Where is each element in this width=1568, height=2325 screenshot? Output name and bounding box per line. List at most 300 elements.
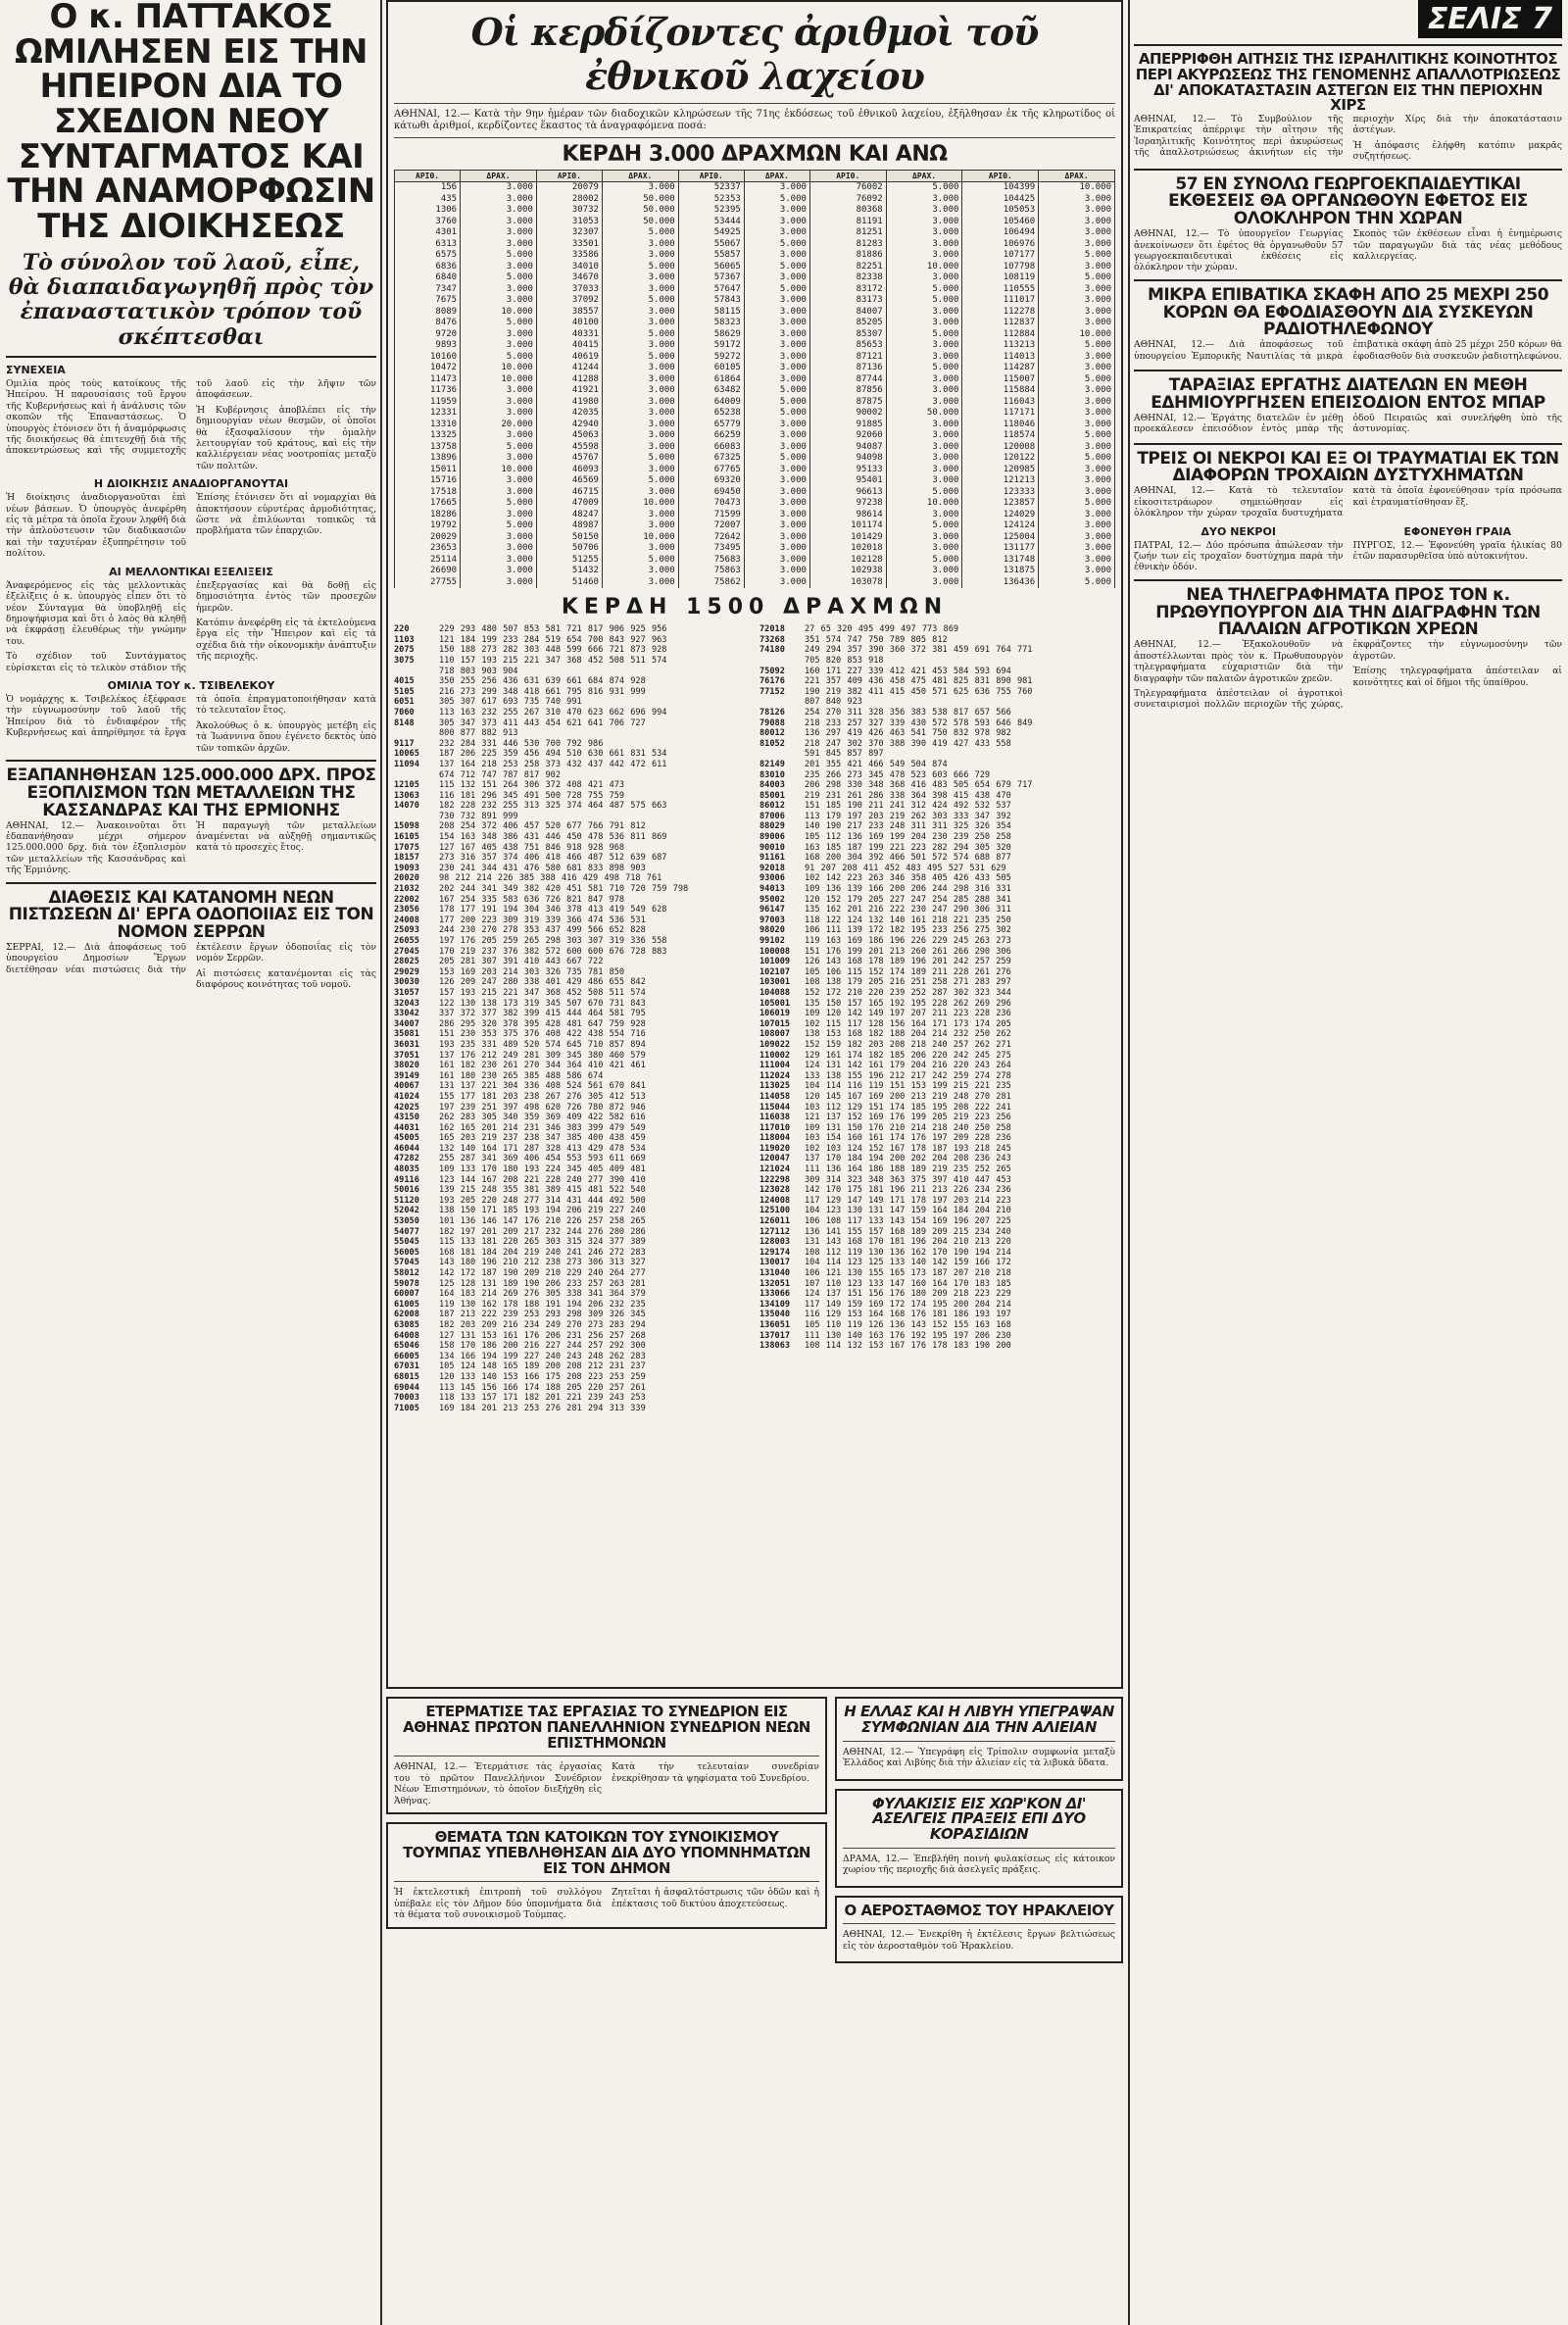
list-item-values: 160 171 227 339 412 421 453 584 593 694 [805,666,1011,676]
table-cell: 5.000 [602,329,678,341]
list-item [394,843,750,854]
list-item [394,999,750,1010]
table-cell: 28002 [536,194,602,206]
list-item [394,895,750,906]
table-cell: 13310 [395,420,461,431]
list-item-key: 91161 [760,853,785,864]
list-item-key: 56005 [394,1247,419,1258]
lottery-section [386,0,1123,1689]
list-item-key: 12105 [394,780,419,791]
table-cell: 102128 [809,555,886,567]
table-cell: 94087 [809,442,886,454]
table-cell: 156 [395,182,461,194]
list-item-key: 68015 [394,1371,419,1382]
main-subhead: Τὸ σύνολον τοῦ λαοῦ, εἶπε, θὰ διαπαιδαγωγηθῆ πρὸς τὸν ἐπαναστατικὸν τρόπον τοῦ σκέπτεσθαι [8,249,374,350]
list-item-key: 61005 [394,1299,419,1310]
list-item-values: 140 190 217 233 248 311 311 325 326 354 [805,821,1011,832]
list-item-key: 58012 [394,1268,419,1278]
list-item [760,999,1115,1010]
table-cell: 3.000 [461,555,537,567]
list-item-key: 132051 [760,1278,791,1289]
list-item [760,1237,1115,1248]
table-cell: 120985 [962,465,1039,476]
list-item-key: 53050 [394,1216,419,1227]
lottery-1500-head: ΚΕΡΔΗ 1500 ΔΡΑΧΜΩΝ [561,595,949,620]
table-cell: 40100 [536,318,602,329]
list-item-values: 113 179 197 203 219 262 303 333 347 392 [805,811,1011,821]
table-cell: 3.000 [886,442,962,454]
table-cell: 46715 [536,487,602,499]
list-item-key: 135040 [760,1310,791,1320]
list-item [760,1196,1115,1207]
table-cell: 114013 [962,352,1039,364]
table-cell: 3.000 [744,577,809,589]
list-item [760,1268,1115,1279]
list-item-values: 102 103 124 152 167 178 187 193 218 245 [805,1143,1011,1154]
table-cell: 6836 [395,262,461,273]
table-cell: 85205 [809,318,886,329]
table-cell: 54925 [678,227,744,239]
table-cell: 3.000 [602,340,678,352]
table-cell: 3.000 [886,340,962,352]
table-cell: 41288 [536,374,602,386]
table-cell: 59272 [678,352,744,364]
table-cell: 3.000 [461,284,537,296]
table-cell: 102018 [809,543,886,555]
table-cell: 18286 [395,510,461,521]
list-item-values: 157 193 215 221 347 368 452 508 511 574 [439,987,646,998]
section-label: ΣΥΝΕΧΕΙΑ [6,364,66,376]
table-cell: 58115 [678,307,744,319]
table-cell: 32307 [536,227,602,239]
list-item [760,760,1115,770]
table-cell: 3.000 [886,307,962,319]
list-item-key: 51120 [394,1195,419,1206]
table-cell: 82338 [809,272,886,284]
table-row [395,329,1115,341]
list-item [394,977,750,988]
table-cell: 3.000 [461,532,537,544]
table-cell: 3.000 [744,520,809,532]
list-item-key: 33042 [394,1009,419,1019]
list-item [760,718,1115,729]
table-cell: 3.000 [1039,295,1115,307]
table-cell: 120122 [962,453,1039,465]
list-item [760,832,1115,843]
table-cell: 50150 [536,532,602,544]
list-item [394,1227,750,1238]
list-item-key: 137017 [760,1330,791,1341]
table-cell: 3.000 [744,442,809,454]
table-row [395,420,1115,431]
table-cell: 3.000 [744,227,809,239]
list-item-key: 69044 [394,1382,419,1393]
table-cell: 118574 [962,430,1039,442]
list-item-key: 133066 [760,1289,791,1300]
list-item-values: 125 128 131 189 190 206 233 257 263 281 [439,1278,646,1289]
list-item-values: 102 115 117 128 156 164 171 173 174 205 [805,1018,1011,1029]
list-item-key: 89006 [760,832,785,843]
table-cell: 6313 [395,239,461,251]
table-cell: 3.000 [886,420,962,431]
table-row [395,498,1115,510]
list-item [760,957,1115,967]
table-cell: 124124 [962,520,1039,532]
table-cell: 31053 [536,217,602,228]
list-item [394,749,750,760]
list-item-key: 74180 [760,645,785,656]
table-row [395,340,1115,352]
list-item-key: 27045 [394,946,419,957]
list-item-key: 220 [394,624,410,635]
table-row [395,453,1115,465]
list-item-values: 273 316 357 374 406 418 466 487 512 639 687 [439,853,667,864]
list-item [394,1206,750,1216]
table-cell: 112884 [962,329,1039,341]
table-cell: 10.000 [461,363,537,374]
table-cell: 112278 [962,307,1039,319]
table-cell: 63482 [678,385,744,397]
list-item [760,1206,1115,1216]
list-item-values: 286 295 320 378 395 428 481 647 759 928 [439,1018,646,1029]
table-cell: 3.000 [461,475,537,487]
table-cell: 110555 [962,284,1039,296]
table-cell: 71599 [678,510,744,521]
list-item-values: 161 182 230 261 270 344 364 410 421 461 [439,1061,646,1071]
table-cell: 11473 [395,374,461,386]
list-item-key: 9117 [394,738,415,749]
table-cell: 9720 [395,329,461,341]
table-cell: 34010 [536,262,602,273]
list-item [760,728,1115,739]
table-cell: 12331 [395,408,461,420]
table-cell: 3.000 [744,543,809,555]
list-item-values: 153 169 203 214 303 326 735 781 850 [439,966,625,977]
list-item-values: 244 230 270 278 353 437 499 566 652 828 [439,925,646,936]
list-item [760,873,1115,884]
list-item [394,739,750,750]
table-cell: 5.000 [602,227,678,239]
list-item-values: 151 176 199 201 213 260 261 266 290 306 [805,946,1011,957]
table-cell: 5.000 [602,453,678,465]
list-item-values: 106 121 130 155 165 173 187 207 210 218 [805,1268,1011,1278]
list-item-key: 115044 [760,1102,791,1113]
table-cell: 48247 [536,510,602,521]
list-item [394,884,750,895]
list-item [394,1154,750,1164]
list-item-key: 114058 [760,1091,791,1102]
list-item-values: 126 209 247 280 338 401 429 486 655 842 [439,977,646,988]
table-cell: 8476 [395,318,461,329]
list-item-key: 7060 [394,707,415,717]
table-cell: 45598 [536,442,602,454]
list-item [760,1133,1115,1144]
table-row [395,205,1115,217]
list-item-key: 105001 [760,998,791,1009]
table-row [395,430,1115,442]
list-item-values: 137 170 184 194 200 202 204 208 236 243 [805,1154,1011,1164]
list-item-values: 254 270 311 328 356 383 538 817 657 566 [805,707,1011,717]
list-item [394,1040,750,1051]
list-item [760,1061,1115,1071]
table-cell: 65238 [678,408,744,420]
table-cell: 1306 [395,205,461,217]
table-cell: 50.000 [602,217,678,228]
list-item-key: 67031 [394,1361,419,1372]
list-item [394,1268,750,1279]
table-cell: 3.000 [461,194,537,206]
list-item-key: 52042 [394,1206,419,1216]
list-item [760,1092,1115,1103]
story-headline: ΦΥΛΑΚΙΣΙΣ ΕΙΣ ΧΩΡ'ΚΟΝ ΔΙ' ΑΣΕΛΓΕΙΣ ΠΡΑΞΕΙΣ ΕΠΙ ΔΥΟ ΚΟΡΑΣΙΔΙΩΝ [872,1794,1086,1843]
list-item-key: 130017 [760,1258,791,1268]
list-item [760,1341,1115,1352]
table-cell: 3.000 [461,239,537,251]
list-item-values: 116 181 296 345 491 500 728 755 759 [439,790,625,801]
table-cell: 3.000 [886,577,962,589]
list-item [760,988,1115,999]
list-item-key: 21032 [394,884,419,895]
list-item [394,1196,750,1207]
list-item [760,895,1115,906]
table-cell: 92060 [809,430,886,442]
table-cell: 5.000 [1039,374,1115,386]
table-cell: 3.000 [886,430,962,442]
list-item-key: 37051 [394,1050,419,1061]
table-cell: 42940 [536,420,602,431]
middle-column [386,0,1123,2325]
table-cell: 3.000 [744,555,809,567]
table-cell: 3.000 [1039,307,1115,319]
table-row [395,295,1115,307]
table-cell: 98614 [809,510,886,521]
table-cell: 3.000 [744,205,809,217]
list-item [760,1029,1115,1040]
table-row [395,284,1115,296]
story-headline: ΤΑΡΑΞΙΑΣ ΕΡΓΑΤΗΣ ΔΙΑΤΕΛΩΝ ΕΝ ΜΕΘΗ ΕΔΗΜΙΟΥΡΓΗΣΕΝ ΕΠΕΙΣΟΔΙΟΝ ΕΝΤΟΣ ΜΠΑΡ [1151,375,1545,413]
table-header-cell: ΑΡΙΘ. [678,171,744,182]
table-cell: 72642 [678,532,744,544]
table-cell: 131748 [962,555,1039,567]
table-cell: 46569 [536,475,602,487]
table-cell: 46093 [536,465,602,476]
list-item-key: 16105 [394,832,419,843]
table-cell: 10.000 [602,532,678,544]
list-item-key: 38020 [394,1061,419,1071]
table-cell: 3.000 [886,397,962,409]
table-cell: 27755 [395,577,461,589]
list-item-key: 44031 [394,1122,419,1133]
list-item [394,1071,750,1082]
list-item-key: 102107 [760,966,791,977]
list-item-values: 305 347 373 411 443 454 621 641 706 727 [439,717,646,728]
table-cell: 5.000 [886,363,962,374]
tumpa-story: ΘΕΜΑΤΑ ΤΩΝ ΚΑΤΟΙΚΩΝ ΤΟΥ ΣΥΝΟΙΚΙΣΜΟΥ ΤΟΥΜΠΑΣ ΥΠΕΒΛΗΘΗΣΑΝ ΔΙΑ ΔΥΟ ΥΠΟΜΝΗΜΑΤΩΝ ΕΙΣ ΤΟΝ ΔΗΜΟΝ Ἡ ἐκτελεστικὴ ἐπιτροπὴ τοῦ συλλόγου ὑπέβαλε εἰς τὸν Δῆμον δύο ὑπομνήματα διὰ τὰ θέματα τοῦ συνοικισμοῦ Τούμπας. Ζητεῖται ἡ ἀσφαλτόστρωσις τῶν ὁδῶν καὶ ἡ ἐπέκτασις τοῦ δικτύου ἀποχετεύσεως. [386,1822,827,1928]
list-item-key: 1103 [394,634,415,645]
list-item-values: 262 283 305 340 359 369 409 422 582 616 [439,1113,646,1123]
list-item-key: 23056 [394,905,419,915]
table-cell: 75862 [678,577,744,589]
list-item [394,1051,750,1062]
list-item [394,947,750,958]
list-item [394,936,750,947]
table-cell: 40619 [536,352,602,364]
list-item-key: 120047 [760,1154,791,1164]
story-headline: ΔΙΑΘΕΣΙΣ ΚΑΙ ΚΑΤΑΝΟΜΗ ΝΕΩΝ ΠΙΣΤΩΣΕΩΝ ΔΙ' ΕΡΓΑ ΟΔΟΠΟΙΙΑΣ ΕΙΣ ΤΟΝ ΝΟΜΟΝ ΣΕΡΡΩΝ [8,887,374,943]
table-cell: 3.000 [1039,566,1115,577]
list-item [760,687,1115,698]
table-row [395,520,1115,532]
table-row [395,262,1115,273]
table-cell: 3.000 [886,475,962,487]
table-cell: 3.000 [886,385,962,397]
side-head: ΟΜΙΛΙΑ ΤΟΥ κ. ΤΣΙΒΕΛΕΚΟΥ [107,678,275,692]
list-item [760,1216,1115,1227]
table-cell: 5.000 [1039,250,1115,262]
list-item-values: 168 181 184 204 219 240 241 246 272 283 [439,1247,646,1258]
list-item [394,1103,750,1113]
table-header-cell: ΔΡΑΧ. [1039,171,1115,182]
table-cell: 3.000 [886,543,962,555]
table-cell: 5.000 [744,397,809,409]
table-cell: 8089 [395,307,461,319]
table-row [395,352,1115,364]
list-item-key: 24008 [394,915,419,925]
table-cell: 3.000 [744,329,809,341]
table-row [395,442,1115,454]
table-cell: 103078 [809,577,886,589]
list-item-values: 216 273 299 348 418 661 795 816 931 999 [439,686,646,697]
list-item [760,915,1115,926]
table-cell: 81283 [809,239,886,251]
list-item-values: 152 159 182 203 208 218 240 257 262 271 [805,1039,1011,1050]
list-item [760,947,1115,958]
list-item [394,1175,750,1186]
table-cell: 5.000 [461,520,537,532]
list-item [760,1144,1115,1155]
table-cell: 17518 [395,487,461,499]
list-item-key: 92018 [760,863,785,873]
list-item-key: 128003 [760,1237,791,1248]
table-row [395,532,1115,544]
list-item-values: 121 184 199 233 284 519 654 700 843 927 963 [439,634,667,645]
list-item-key: 127112 [760,1226,791,1237]
list-item [760,843,1115,854]
list-item-values: 103 112 129 151 174 185 195 208 222 241 [805,1102,1011,1113]
list-item-key: 31057 [394,987,419,998]
table-cell: 45767 [536,453,602,465]
article-body: Ομιλία πρὸς τοὺς κατοίκους τῆς Ἠπείρου. Ἡ παρουσίασις τοῦ ἔργου τῆς Κυβερνήσεως καὶ ἡ ἀνάλυσις τῶν σκοπῶν τῆς Ἐπαναστάσεως. Ὁ ὑπουργὸς ἐτόνισεν ὅτι ἡ ἀναμόρφωσις τῆς διοικήσεως θὰ ἐπιτευχθῇ διὰ τῆς ἀποκεντρώσεως καὶ τῆς συμμετοχῆς τοῦ λαοῦ εἰς τὴν λῆψιν τῶν ἀποφάσεων. Ἡ Κυβέρνησις ἀποβλέπει εἰς τὴν δημιουργίαν νέων θεσμῶν, οἱ ὁποῖοι θὰ ἐξασφαλίσουν τὴν ὁμαλὴν λειτουργίαν τοῦ κράτους, καὶ εἰς τὴν καλλιέργειαν νέας νοοτροπίας μεταξὺ τῶν πολιτῶν. [6,378,376,471]
table-cell: 3.000 [886,453,962,465]
list-item-values: 121 137 152 169 176 199 205 219 223 256 [805,1113,1011,1123]
list-item-values: 133 138 155 196 212 217 242 259 274 278 [805,1070,1011,1081]
table-cell: 41921 [536,385,602,397]
table-cell: 3.000 [461,385,537,397]
table-cell: 3.000 [886,272,962,284]
table-cell: 3.000 [461,217,537,228]
list-item-key: 106019 [760,1009,791,1019]
list-item [394,1393,750,1404]
table-cell: 112837 [962,318,1039,329]
list-item [760,770,1115,781]
table-cell: 3.000 [602,442,678,454]
table-cell: 3.000 [744,532,809,544]
list-item [760,791,1115,802]
table-cell: 125004 [962,532,1039,544]
table-cell: 3.000 [461,543,537,555]
table-cell: 3.000 [744,363,809,374]
list-item [760,624,1115,635]
story-headline: 57 ΕΝ ΣΥΝΟΛΩ ΓΕΩΡΓΟΕΚΠΑΙΔΕΥΤΙΚΑΙ ΕΚΘΕΣΕΙΣ ΘΑ ΟΡΓΑΝΩΘΟΥΝ ΕΦΕΤΟΣ ΕΙΣ ΟΛΟΚΛΗΡΟΝ ΤΗΝ ΧΩΡΑΝ [1168,173,1528,229]
table-cell: 117171 [962,408,1039,420]
table-row [395,239,1115,251]
list-item-values: 134 166 194 199 227 240 243 248 262 283 [439,1351,646,1361]
table-cell: 105053 [962,205,1039,217]
list-item [760,1164,1115,1175]
list-item-values: 116 129 153 164 168 176 181 186 193 197 [805,1310,1011,1320]
table-cell: 123857 [962,498,1039,510]
list-item-values: 122 130 138 173 319 345 507 670 731 843 [439,998,646,1009]
list-item [394,1081,750,1092]
list-item [760,739,1115,750]
list-item-values: 127 167 405 438 751 846 918 928 968 [439,842,625,853]
list-item [394,1009,750,1019]
table-cell: 3.000 [744,217,809,228]
story-headline: ΜΙΚΡΑ ΕΠΙΒΑΤΙΚΑ ΣΚΑΦΗ ΑΠΟ 25 ΜΕΧΡΙ 250 ΚΟΡΩΝ ΘΑ ΕΦΟΔΙΑΣΘΟΥΝ ΔΙΑ ΣΥΣΚΕΥΩΝ ΡΑΔΙΟΤΗΛΕΦΩΝΟΥ [1147,284,1549,340]
list-item-key: 121024 [760,1164,791,1175]
list-item [760,1279,1115,1290]
lottery-1500-list-right [760,624,1115,1683]
table-row [395,475,1115,487]
table-cell: 3.000 [744,250,809,262]
list-item [394,1258,750,1268]
list-item-key: 45005 [394,1133,419,1144]
left-column: Ο κ. ΠΑΤΤΑΚΟΣ ΩΜΙΛΗΣΕΝ ΕΙΣ ΤΗΝ ΗΠΕΙΡΟΝ ΔΙΑ ΤΟ ΣΧΕΔΙΟΝ ΝΕΟΥ ΣΥΝΤΑΓΜΑΤΟΣ ΚΑΙ ΤΗΝ ΑΝΑΜΟΡΦΩΣΙΝ ΤΗΣ ΔΙΟΙΚΗΣΕΩΣ Τὸ σύνολον τοῦ λαοῦ, εἶπε, θὰ διαπαιδαγωγηθῆ πρὸς τὸν ἐπαναστατικὸν τρόπον τοῦ σκέπτεσθαι ΣΥΝΕΧΕΙΑ Ομιλία πρὸς τοὺς κατοίκους τῆς Ἠπείρου. Ἡ παρουσίασις τοῦ ἔργου τῆς Κυβερνήσεως καὶ ἡ ἀνάλυσις τῶν σκοπῶν τῆς Ἐπαναστάσεως. Ὁ ὑπουργὸς ἐτόνισεν ὅτι ἡ ἀναμόρφωσις τῆς διοικήσεως θὰ ἐπιτευχθῇ διὰ τῆς ἀποκεντρώσεως καὶ τῆς συμμετοχῆς τοῦ λαοῦ εἰς τὴν λῆψιν τῶν ἀποφάσεων. Ἡ Κυβέρνησις ἀποβλέπει εἰς τὴν δημιουργίαν νέων θεσμῶν, οἱ ὁποῖοι θὰ ἐξασφαλίσουν τὴν ὁμαλὴν λειτουργίαν τοῦ κράτους, καὶ εἰς τὴν καλλιέργειαν νέας νοοτροπίας μεταξὺ τῶν πολιτῶν. Η ΔΙΟΙΚΗΣΙΣ ΑΝΑΔΙΟΡΓΑΝΟΥΤΑΙ Ἡ διοίκησις ἀναδιοργανοῦται ἐπὶ νέων βάσεων. Ὁ ὑπουργὸς ἀνεφέρθη εἰς τὰ μέτρα τὰ ὁποῖα ἔχουν ληφθῆ διὰ τὴν ἀπλούστευσιν τῶν διαδικασιῶν καὶ τὴν ταχυτέραν ἐξυπηρέτησιν τοῦ πολίτου. Ἐπίσης ἐτόνισεν ὅτι αἱ νομαρχίαι θὰ ἀποκτήσουν εὐρυτέρας ἁρμοδιότητας, ὥστε νὰ ἐπιλύωνται τοπικῶς τὰ προβλήματα τῶν ἐπαρχιῶν. ΑΙ ΜΕΛΛΟΝΤΙΚΑΙ ΕΞΕΛΙΞΕΙΣ Ἀναφερόμενος εἰς τὰς μελλοντικὰς ἐξελίξεις ὁ κ. ὑπουργὸς εἶπεν ὅτι τὸ νέον Σύνταγμα θὰ ὑποβληθῇ εἰς δημοψήφισμα καὶ ὅτι ὁ λαὸς θὰ κληθῇ νὰ ἐκφράσῃ ἐλευθέρως τὴν γνώμην του. Τὸ σχέδιον τοῦ Συντάγματος εὑρίσκεται εἰς τὸ τελικὸν στάδιον τῆς ἐπεξεργασίας καὶ θὰ δοθῇ εἰς δημοσιότητα ἐντὸς τῶν προσεχῶν ἡμερῶν. Κατόπιν ἀνεφέρθη εἰς τὰ ἐκτελούμενα ἔργα εἰς τὴν Ἤπειρον καὶ εἰς τὰ σχέδια διὰ τὴν οἰκονομικὴν ἀνάπτυξιν τῆς περιοχῆς. ΟΜΙΛΙΑ ΤΟΥ κ. ΤΣΙΒΕΛΕΚΟΥ Ὁ νομάρχης κ. Τσιβελέκος ἐξέφρασε τὴν εὐγνωμοσύνην τοῦ λαοῦ τῆς Ἠπείρου διὰ τὸ ἐνδιαφέρον τῆς Κυβερνήσεως καὶ ἀπηρίθμησε τὰ ἔργα τὰ ὁποῖα ἐπραγματοποιήθησαν κατὰ τὸ τελευταῖον ἔτος. Ἀκολούθως ὁ κ. ὑπουργὸς μετέβη εἰς τὰ Ἰωάννινα ὅπου ἐγένετο δεκτὸς ὑπὸ τῶν τοπικῶν ἀρχῶν. ΕΞΑΠΑΝΗΘΗΣΑΝ 125.000.000 ΔΡΧ. ΠΡΟΣ ΕΞΟΠΛΙΣΜΟΝ ΤΩΝ ΜΕΤΑΛΛΕΙΩΝ ΤΗΣ ΚΑΣΣΑΝΔΡΑΣ ΚΑΙ ΤΗΣ ΕΡΜΙΟΝΗΣ ΑΘΗΝΑΙ, 12.— Ἀνακοινοῦται ὅτι ἐδαπανήθησαν μέχρι σήμερον 125.000.000 δρχ. διὰ τὸν ἐξοπλισμὸν τῶν μεταλλείων τῆς Κασσάνδρας καὶ τῆς Ἑρμιόνης. Ἡ παραγωγὴ τῶν μεταλλείων ἀναμένεται νὰ αὐξηθῇ σημαντικῶς κατὰ τὸ προσεχὲς ἔτος. ΔΙΑΘΕΣΙΣ ΚΑΙ ΚΑΤΑΝΟΜΗ ΝΕΩΝ ΠΙΣΤΩΣΕΩΝ ΔΙ' ΕΡΓΑ ΟΔΟΠΟΙΙΑΣ ΕΙΣ ΤΟΝ ΝΟΜΟΝ ΣΕΡΡΩΝ ΣΕΡΡΑΙ, 12.— Διὰ ἀποφάσεως τοῦ ὑπουργείου Δημοσίων Ἔργων διετέθησαν νέαι πιστώσεις διὰ τὴν ἐκτέλεσιν ἔργων ὁδοποιΐας εἰς τὸν νομὸν Σερρῶν. Αἱ πιστώσεις κατανέμονται εἰς τὰς διαφόρους κοινότητας τοῦ νομοῦ. [6,0,376,991]
table-cell: 3.000 [744,498,809,510]
list-item-values: 123 144 167 208 221 228 240 277 390 410 [439,1174,646,1185]
table-header-cell: ΑΡΙΘ. [962,171,1039,182]
list-item [394,832,750,843]
list-item [394,853,750,864]
list-item-key: 42025 [394,1102,419,1113]
table-cell: 116043 [962,397,1039,409]
table-cell: 3.000 [602,543,678,555]
table-cell: 118046 [962,420,1039,431]
table-cell: 124029 [962,510,1039,521]
list-item-values: 705 820 853 918 [805,655,884,666]
table-cell: 10.000 [1039,329,1115,341]
list-item [394,1331,750,1342]
table-cell: 45063 [536,430,602,442]
list-item-values: 109 131 150 176 210 214 218 240 250 258 [805,1122,1011,1133]
list-item-values: 151 230 353 375 376 408 422 438 554 716 [439,1029,646,1040]
list-item-key: 3075 [394,655,415,666]
table-cell: 3.000 [602,408,678,420]
table-cell: 5.000 [1039,430,1115,442]
list-item [394,1029,750,1040]
table-cell: 11959 [395,397,461,409]
table-cell: 17665 [395,498,461,510]
table-row [395,408,1115,420]
table-cell: 3.000 [886,205,962,217]
list-item [394,905,750,915]
table-cell: 3.000 [1039,420,1115,431]
list-item-key: 100008 [760,946,791,957]
table-cell: 61864 [678,374,744,386]
list-item [760,905,1115,915]
table-cell: 435 [395,194,461,206]
list-item [394,925,750,936]
